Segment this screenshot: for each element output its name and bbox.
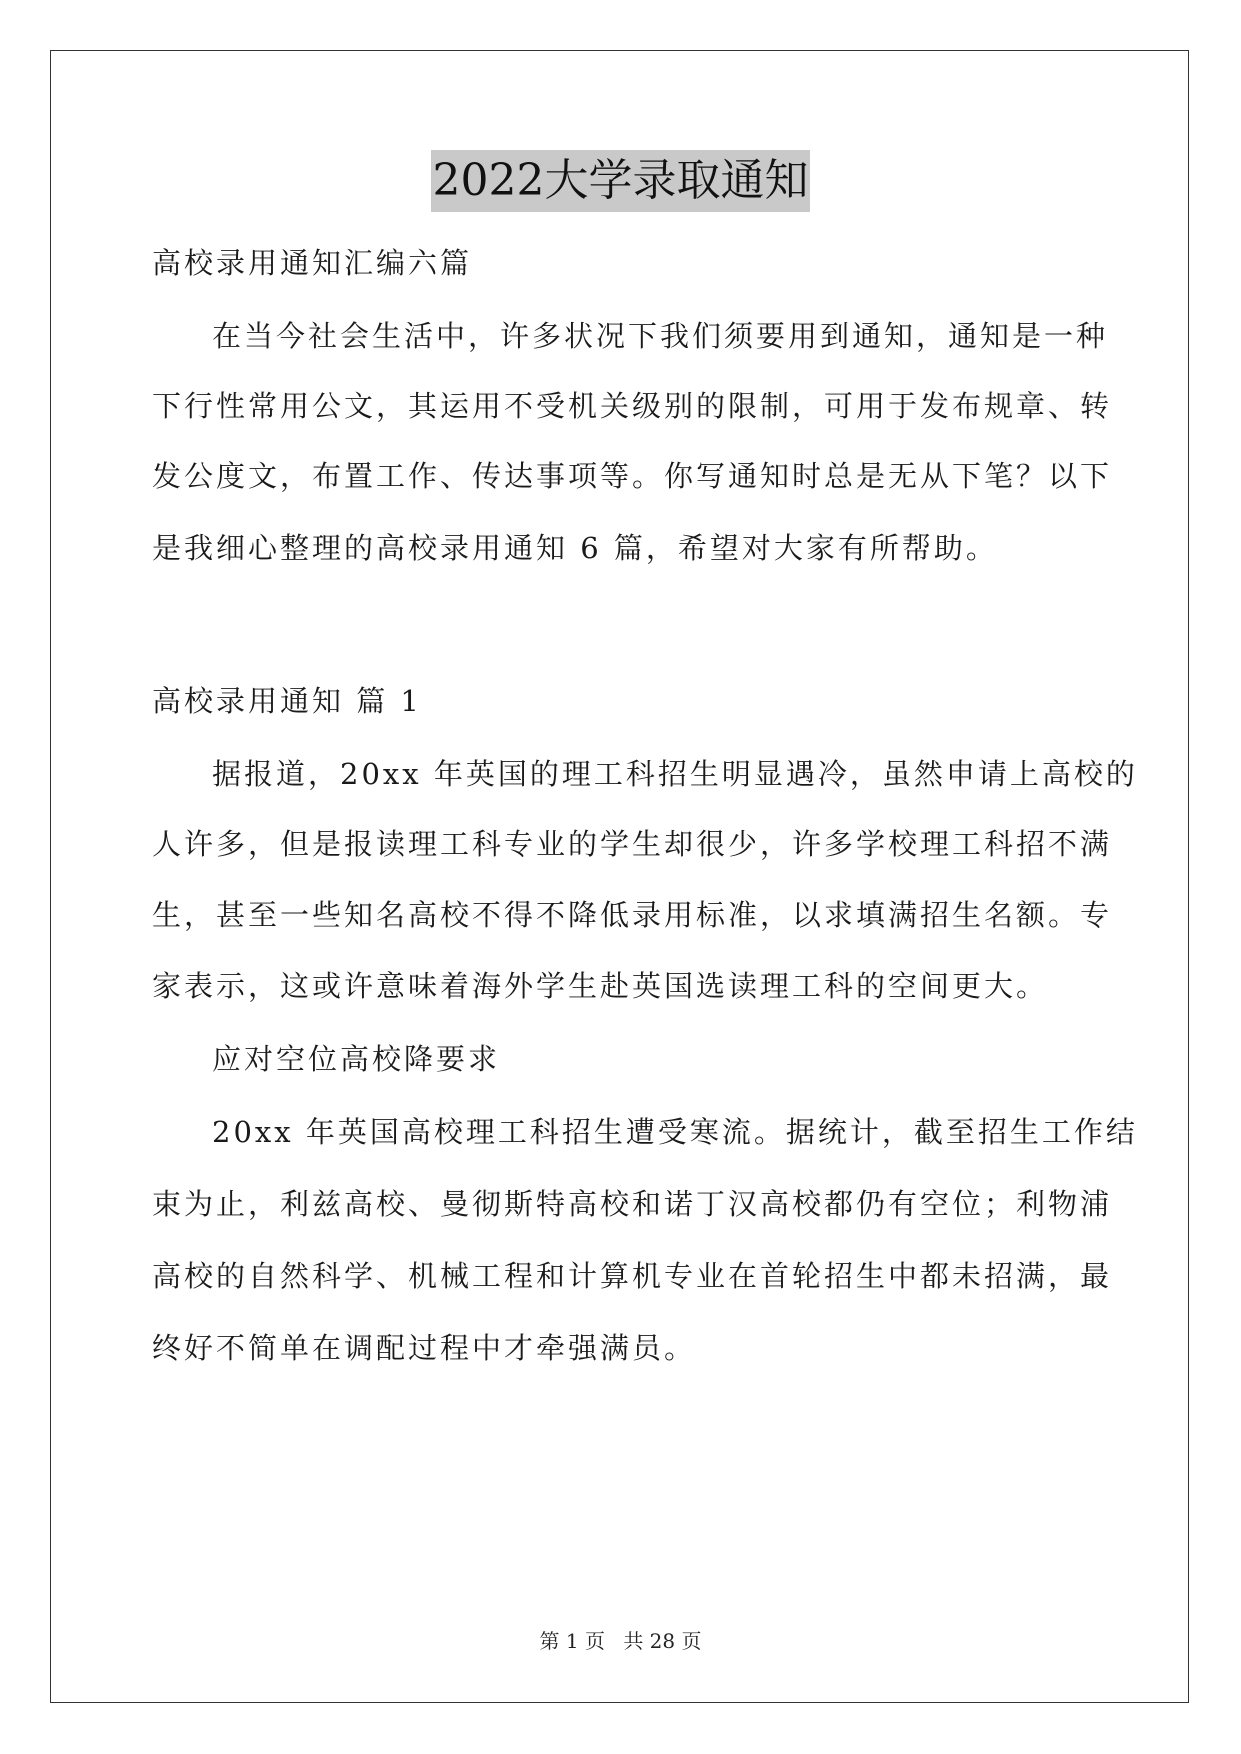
document-title: 2022大学录取通知 bbox=[431, 150, 811, 212]
para2-line-1: 20xx 年英国高校理工科招生遭受寒流。据统计，截至招生工作结 bbox=[212, 1115, 1138, 1149]
para1-line-2: 人许多，但是报读理工科专业的学生却很少，许多学校理工科招不满 bbox=[152, 827, 1113, 861]
subheading-1: 应对空位高校降要求 bbox=[212, 1042, 501, 1076]
intro-line-4: 是我细心整理的高校录用通知 6 篇，希望对大家有所帮助。 bbox=[152, 531, 998, 565]
current-page-number: 第 1 页 bbox=[539, 1629, 605, 1653]
intro-line-3: 发公度文，布置工作、传达事项等。你写通知时总是无从下笔？以下 bbox=[152, 459, 1113, 493]
intro-line-2: 下行性常用公文，其运用不受机关级别的限制，可用于发布规章、转 bbox=[152, 389, 1113, 423]
title-container bbox=[0, 150, 1241, 212]
para1-line-3: 生，甚至一些知名高校不得不降低录用标准，以求填满招生名额。专 bbox=[152, 898, 1113, 932]
para1-line-4: 家表示，这或许意味着海外学生赴英国选读理工科的空间更大。 bbox=[152, 969, 1049, 1003]
intro-line-1: 在当今社会生活中，许多状况下我们须要用到通知，通知是一种 bbox=[212, 319, 1109, 353]
total-page-count: 共 28 页 bbox=[623, 1629, 702, 1653]
para2-line-2: 束为止，利兹高校、曼彻斯特高校和诺丁汉高校都仍有空位；利物浦 bbox=[152, 1187, 1113, 1221]
para2-line-3: 高校的自然科学、机械工程和计算机专业在首轮招生中都未招满，最 bbox=[152, 1259, 1113, 1293]
para2-line-4: 终好不简单在调配过程中才牵强满员。 bbox=[152, 1331, 697, 1365]
subtitle: 高校录用通知汇编六篇 bbox=[152, 246, 473, 280]
page-footer bbox=[0, 1625, 1241, 1654]
page-border bbox=[50, 50, 1189, 1703]
section-heading-1: 高校录用通知 篇 1 bbox=[152, 684, 422, 718]
para1-line-1: 据报道，20xx 年英国的理工科招生明显遇冷，虽然申请上高校的 bbox=[212, 757, 1138, 791]
